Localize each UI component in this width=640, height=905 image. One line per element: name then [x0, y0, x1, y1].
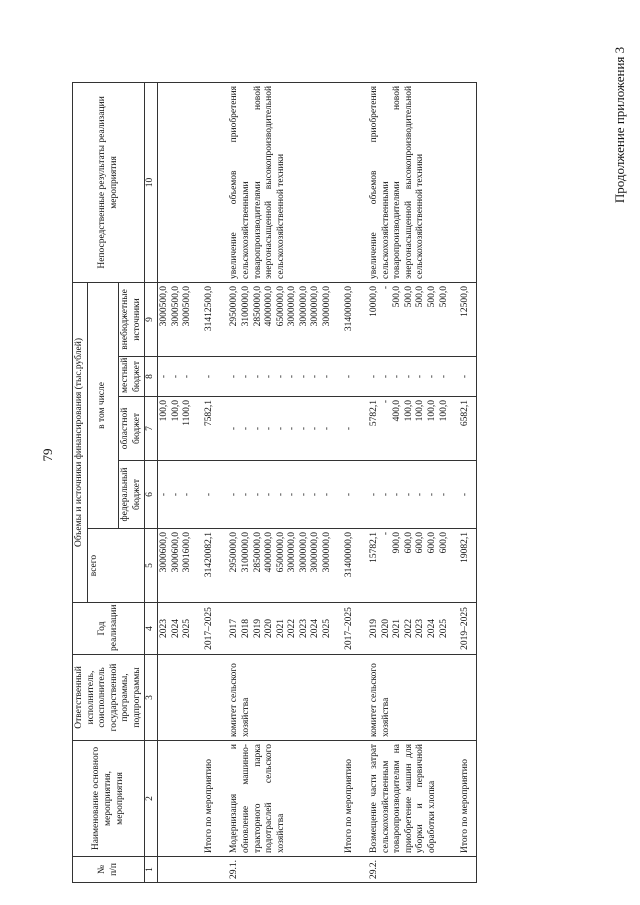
- cell-value: -: [264, 374, 275, 379]
- rotated-table-container: [72, 83, 612, 883]
- itogo-period: 2017–2025: [195, 603, 220, 655]
- table-row: [219, 82, 334, 882]
- cell-value: 100,0: [403, 400, 414, 422]
- column-number: 9: [145, 282, 158, 356]
- cell-value: -: [298, 426, 309, 431]
- cell-value: 2018: [240, 619, 251, 638]
- cell-value: -: [427, 374, 438, 379]
- item-result: увеличение объемов приобретения сельскохозяйственными товаропроизводителями новой энергонасыщенной высокопроизводительной сельскохозяйственной техники: [219, 82, 334, 282]
- cell-value: 2024: [170, 619, 181, 638]
- cell-value: 5782,1: [369, 400, 380, 427]
- itogo-regional: 7582,1: [195, 397, 220, 461]
- cell-value: -: [298, 492, 309, 497]
- cell-value: -: [275, 426, 286, 431]
- cell-value: -: [182, 374, 193, 379]
- cell-value: -: [310, 374, 321, 379]
- itogo-total: 31420082,1: [195, 529, 220, 603]
- cell-value: -: [264, 426, 275, 431]
- cell-value: 3000000,0: [287, 532, 298, 573]
- cell-value: -: [240, 374, 251, 379]
- local-values: [219, 357, 334, 397]
- cell-value: -: [287, 426, 298, 431]
- header-local: местный бюджет: [119, 357, 145, 397]
- item-result: увеличение объемов приобретения сельскохозяйственными товаропроизводителями новой энергонасыщенной высокопроизводительной сельскохозяйственной техники: [359, 82, 451, 282]
- itogo-federal: -: [335, 461, 360, 529]
- cell-value: 2019: [252, 619, 263, 638]
- column-number: 2: [145, 741, 158, 857]
- cell-value: 900,0: [392, 532, 403, 554]
- cell-value: 3001600,0: [182, 532, 193, 573]
- cell-value: 500,0: [438, 285, 449, 308]
- header-regional: областной бюджет: [119, 397, 145, 461]
- cell-value: 100,0: [159, 400, 170, 422]
- cell-value: -: [321, 492, 332, 497]
- cell-value: -: [287, 374, 298, 379]
- cell-value: -: [287, 492, 298, 497]
- years-cell: [359, 603, 451, 655]
- header-executor: Ответственный исполнитель, соисполнитель государственной программы, подпрограммы: [73, 655, 145, 741]
- cell-value: 3000500,0: [159, 285, 170, 327]
- cell-value: 3100000,0: [240, 285, 251, 327]
- itogo-extra: 31400000,0: [335, 282, 360, 356]
- local-values: [158, 357, 195, 397]
- cell-value: -: [275, 374, 286, 379]
- cell-value: -: [182, 492, 193, 497]
- cell-value: 15782,1: [369, 532, 380, 563]
- cell-value: 3000600,0: [159, 532, 170, 573]
- item-name: Модернизация и обновление машинно-тракторного парка подотраслей сельского хозяйства: [219, 741, 334, 857]
- cell-value: 2950000,0: [229, 285, 240, 327]
- cell-value: -: [369, 492, 380, 497]
- itogo-label: Итого по мероприятию: [195, 741, 220, 857]
- cell-value: 600,0: [415, 532, 426, 554]
- total-values: [219, 529, 334, 603]
- item-executor: комитет сельского хозяйства: [359, 655, 451, 741]
- cell-value: -: [392, 492, 403, 497]
- cell-value: 500,0: [392, 285, 403, 308]
- itogo-label: Итого по мероприятию: [335, 741, 360, 857]
- cell-value: 2024: [427, 619, 438, 638]
- cell-value: 2020: [264, 619, 275, 638]
- cell-value: -: [229, 492, 240, 497]
- cell-value: -: [310, 426, 321, 431]
- cell-value: -: [438, 374, 449, 379]
- cell-value: 2025: [438, 619, 449, 638]
- item-number: 29.2.: [359, 857, 451, 883]
- itogo-local: -: [451, 357, 476, 397]
- itogo-federal: -: [195, 461, 220, 529]
- cell-value: 2850000,0: [252, 532, 263, 573]
- cell-value: 3000000,0: [310, 532, 321, 573]
- federal-values: [158, 461, 195, 529]
- itogo-regional: -: [335, 397, 360, 461]
- cell-value: -: [229, 426, 240, 431]
- cell-value: 10000,0: [369, 285, 380, 317]
- cell-value: 2017: [229, 619, 240, 638]
- cell-value: -: [380, 492, 391, 497]
- column-number-row: [145, 82, 158, 882]
- header-extra: внебюджетные источники: [119, 282, 145, 356]
- cell-value: -: [240, 426, 251, 431]
- cell-value: 500,0: [403, 285, 414, 308]
- cell-value: 3000000,0: [298, 285, 309, 327]
- header-federal: федеральный бюджет: [119, 461, 145, 529]
- cell-value: 4000000,0: [264, 532, 275, 573]
- page-number: 79: [40, 448, 55, 462]
- federal-values: [219, 461, 334, 529]
- column-number: 1: [145, 857, 158, 883]
- cell-value: 100,0: [438, 400, 449, 422]
- cell-value: 3000500,0: [182, 285, 193, 327]
- cell-value: 400,0: [392, 400, 403, 422]
- cell-value: -: [415, 374, 426, 379]
- cell-value: 6500000,0: [275, 285, 286, 327]
- cell-value: 600,0: [403, 532, 414, 554]
- cell-value: 2024: [310, 619, 321, 638]
- item-name: Возмещение части затрат сельскохозяйственным товаропроизводителям на приобретение машин для уборки и первичной обработки хлопка: [359, 741, 451, 857]
- column-number: 4: [145, 603, 158, 655]
- cell-value: -: [170, 374, 181, 379]
- itogo-local: -: [335, 357, 360, 397]
- regional-values: [359, 397, 451, 461]
- cell-value: 500,0: [415, 285, 426, 308]
- itogo-total: 31400000,0: [335, 529, 360, 603]
- cell-value: 600,0: [427, 532, 438, 554]
- itogo-period: 2019–2025: [451, 603, 476, 655]
- extra-values: [219, 282, 334, 356]
- cell-value: 2019: [369, 619, 380, 638]
- cell-value: -: [380, 285, 391, 290]
- cell-value: 2023: [415, 619, 426, 638]
- cell-value: 6500000,0: [275, 532, 286, 573]
- itogo-total: 19082,1: [451, 529, 476, 603]
- extra-values: [359, 282, 451, 356]
- cell-value: 3000000,0: [310, 285, 321, 327]
- column-number: 7: [145, 397, 158, 461]
- cell-value: 3000000,0: [287, 285, 298, 327]
- cell-value: 100,0: [170, 400, 181, 422]
- cell-value: -: [321, 426, 332, 431]
- cell-value: 600,0: [438, 532, 449, 554]
- itogo-row: [451, 82, 476, 882]
- header-num: № п/п: [73, 857, 145, 883]
- column-number: 5: [145, 529, 158, 603]
- cell-value: 3000000,0: [321, 532, 332, 573]
- cell-value: -: [380, 374, 391, 379]
- cell-value: -: [252, 374, 263, 379]
- itogo-regional: 6582,1: [451, 397, 476, 461]
- cell-value: -: [252, 492, 263, 497]
- cell-value: 2950000,0: [229, 532, 240, 573]
- cell-value: 3000500,0: [170, 285, 181, 327]
- cell-value: 3000000,0: [321, 285, 332, 327]
- itogo-period: 2017–2025: [335, 603, 360, 655]
- cell-value: 2021: [275, 619, 286, 638]
- column-number: 6: [145, 461, 158, 529]
- cell-value: 100,0: [415, 400, 426, 422]
- header-results: Непосредственные результаты реализации мероприятия: [73, 82, 145, 282]
- appendix-note: Продолжение приложения 3: [612, 46, 627, 204]
- cell-value: 2023: [298, 619, 309, 638]
- local-values: [359, 357, 451, 397]
- years-cell: [219, 603, 334, 655]
- cell-value: -: [392, 374, 403, 379]
- program-financing-table: [72, 82, 477, 883]
- cell-value: 2025: [321, 619, 332, 638]
- header-name: Наименование основного мероприятия, мероприятия: [73, 741, 145, 857]
- cell-value: 100,0: [427, 400, 438, 422]
- cell-value: 2850000,0: [252, 285, 263, 327]
- cell-value: 1100,0: [182, 400, 193, 426]
- itogo-local: -: [195, 357, 220, 397]
- itogo-extra: 31412500,0: [195, 282, 220, 356]
- cell-value: -: [264, 492, 275, 497]
- cell-value: -: [229, 374, 240, 379]
- years-cell: [158, 603, 195, 655]
- cell-value: -: [415, 492, 426, 497]
- cell-value: 2025: [182, 619, 193, 638]
- cell-value: -: [380, 532, 391, 536]
- cell-value: -: [427, 492, 438, 497]
- cell-value: -: [321, 374, 332, 379]
- itogo-row: [195, 82, 220, 882]
- cell-value: -: [159, 492, 170, 497]
- cell-value: -: [403, 492, 414, 497]
- itogo-federal: -: [451, 461, 476, 529]
- cell-value: 2022: [287, 619, 298, 638]
- cell-value: -: [240, 492, 251, 497]
- cell-value: -: [380, 400, 391, 404]
- cell-value: -: [438, 492, 449, 497]
- cell-value: 2020: [380, 619, 391, 638]
- total-values: [359, 529, 451, 603]
- cell-value: 2023: [159, 619, 170, 638]
- cell-value: -: [170, 492, 181, 497]
- cell-value: -: [403, 374, 414, 379]
- cell-value: -: [252, 426, 263, 431]
- cell-value: -: [298, 374, 309, 379]
- cell-value: 500,0: [427, 285, 438, 308]
- cell-value: -: [275, 492, 286, 497]
- cell-value: -: [159, 374, 170, 379]
- itogo-row: [335, 82, 360, 882]
- header-year: Год реализации: [73, 603, 145, 655]
- itogo-extra: 12500,0: [451, 282, 476, 356]
- cell-value: 2022: [403, 619, 414, 638]
- cell-value: 3000000,0: [298, 532, 309, 573]
- extra-values: [158, 282, 195, 356]
- cell-value: 2021: [392, 619, 403, 638]
- column-number: 8: [145, 357, 158, 397]
- column-number: 3: [145, 655, 158, 741]
- regional-values: [219, 397, 334, 461]
- cell-value: 3000600,0: [170, 532, 181, 573]
- cell-value: -: [310, 492, 321, 497]
- cell-value: -: [369, 374, 380, 379]
- header-financing: Объемы и источники финансирования (тыс.рублей): [73, 282, 88, 602]
- cell-value: 4000000,0: [264, 285, 275, 327]
- item-executor: комитет сельского хозяйства: [219, 655, 334, 741]
- table-row: [359, 82, 451, 882]
- itogo-label: Итого по мероприятию: [451, 741, 476, 857]
- table-row: [158, 82, 195, 882]
- item-number: 29.1.: [219, 857, 334, 883]
- total-values: [158, 529, 195, 603]
- regional-values: [158, 397, 195, 461]
- header-total: всего: [87, 529, 145, 603]
- header-including: в том числе: [87, 282, 119, 528]
- column-number: 10: [145, 82, 158, 282]
- cell-value: 3100000,0: [240, 532, 251, 573]
- federal-values: [359, 461, 451, 529]
